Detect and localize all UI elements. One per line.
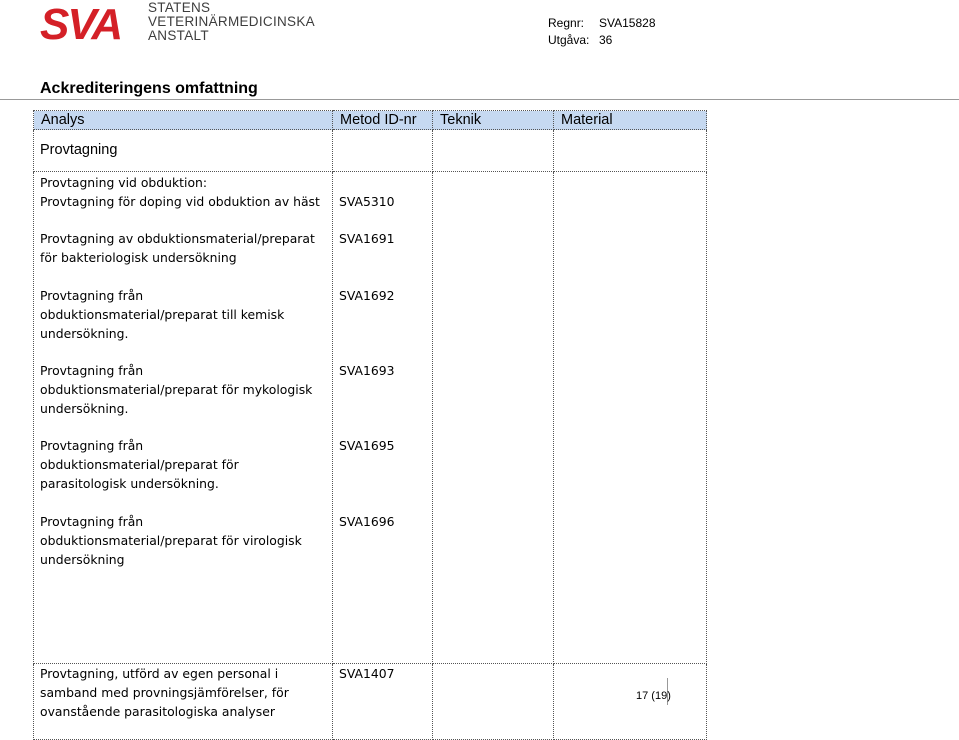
analys-line: Provtagning från [40, 438, 144, 453]
analys-line: obduktionsmaterial/preparat för mykologisk [40, 381, 313, 397]
org-line: ANSTALT [148, 28, 209, 43]
accreditation-table [33, 110, 707, 740]
regnr-label: Regnr: [548, 16, 585, 30]
title-rule [0, 99, 959, 100]
analys-line: obduktionsmaterial/preparat för virologisk [40, 532, 302, 548]
analys-line: för bakteriologisk undersökning [40, 249, 237, 265]
sva-logo-mark [40, 1, 140, 45]
org-name [148, 1, 315, 43]
empty-cell [433, 664, 554, 740]
analys-line: Provtagning, utförd av egen personal i [40, 666, 279, 681]
utgava-label: Utgåva: [548, 33, 590, 47]
column-header-material: Material [554, 111, 707, 130]
org-line: STATENS [148, 0, 211, 15]
page-number: 17 (19) [636, 690, 671, 702]
empty-cell [554, 130, 707, 172]
section-title: Provtagning [34, 130, 333, 172]
analys-line: undersökning [40, 551, 125, 567]
regnr-value: SVA15828 [599, 16, 656, 30]
method-id: SVA1691 [339, 231, 395, 246]
empty-cell [433, 130, 554, 172]
analys-line: parasitologisk undersökning. [40, 475, 219, 491]
empty-cell [554, 172, 707, 664]
analys-line: undersökning. [40, 400, 129, 416]
column-header-analys: Analys [34, 111, 333, 130]
list-item [40, 287, 326, 362]
list-item [40, 362, 326, 437]
empty-cell [554, 664, 707, 740]
analys-cell [34, 172, 333, 664]
method-id: SVA1693 [339, 363, 395, 378]
svg-text:SVA: SVA [40, 1, 122, 45]
document-meta [548, 15, 656, 49]
list-item [40, 437, 326, 513]
table-header-row [34, 111, 707, 130]
list-item [40, 174, 326, 230]
list-item [40, 513, 326, 589]
method-id: SVA5310 [339, 194, 395, 209]
analys-line: Provtagning från [40, 514, 144, 529]
method-id: SVA1407 [333, 664, 433, 740]
analys-line: undersökning. [40, 325, 129, 341]
column-header-metod: Metod ID-nr [333, 111, 433, 130]
analys-line: Provtagning av obduktionsmaterial/preparat [40, 231, 315, 246]
analys-line: ovanstående parasitologiska analyser [40, 703, 275, 719]
section-row [34, 130, 707, 172]
column-header-teknik: Teknik [433, 111, 554, 130]
method-id: SVA1692 [339, 288, 395, 303]
analys-line: samband med provningsjämförelser, för [40, 684, 289, 700]
metod-cell [333, 172, 433, 664]
empty-cell [433, 172, 554, 664]
list-item [40, 230, 326, 287]
method-id: SVA1695 [339, 438, 395, 453]
analys-line: Provtagning från [40, 363, 144, 378]
analys-cell [34, 664, 333, 740]
utgava-value: 36 [599, 33, 613, 47]
empty-cell [333, 130, 433, 172]
analys-line: Provtagning för doping vid obduktion av häst [40, 193, 320, 209]
analys-line: Provtagning från [40, 288, 144, 303]
sva-logo [40, 0, 315, 45]
table-row [34, 664, 707, 740]
analys-line: obduktionsmaterial/preparat till kemisk [40, 306, 285, 322]
analys-line: Provtagning vid obduktion: [40, 175, 208, 190]
table-row [34, 172, 707, 664]
org-line: VETERINÄRMEDICINSKA [148, 14, 315, 29]
page-title: Ackrediteringens omfattning [40, 80, 258, 97]
analys-line: obduktionsmaterial/preparat för [40, 456, 239, 472]
method-id: SVA1696 [339, 514, 395, 529]
